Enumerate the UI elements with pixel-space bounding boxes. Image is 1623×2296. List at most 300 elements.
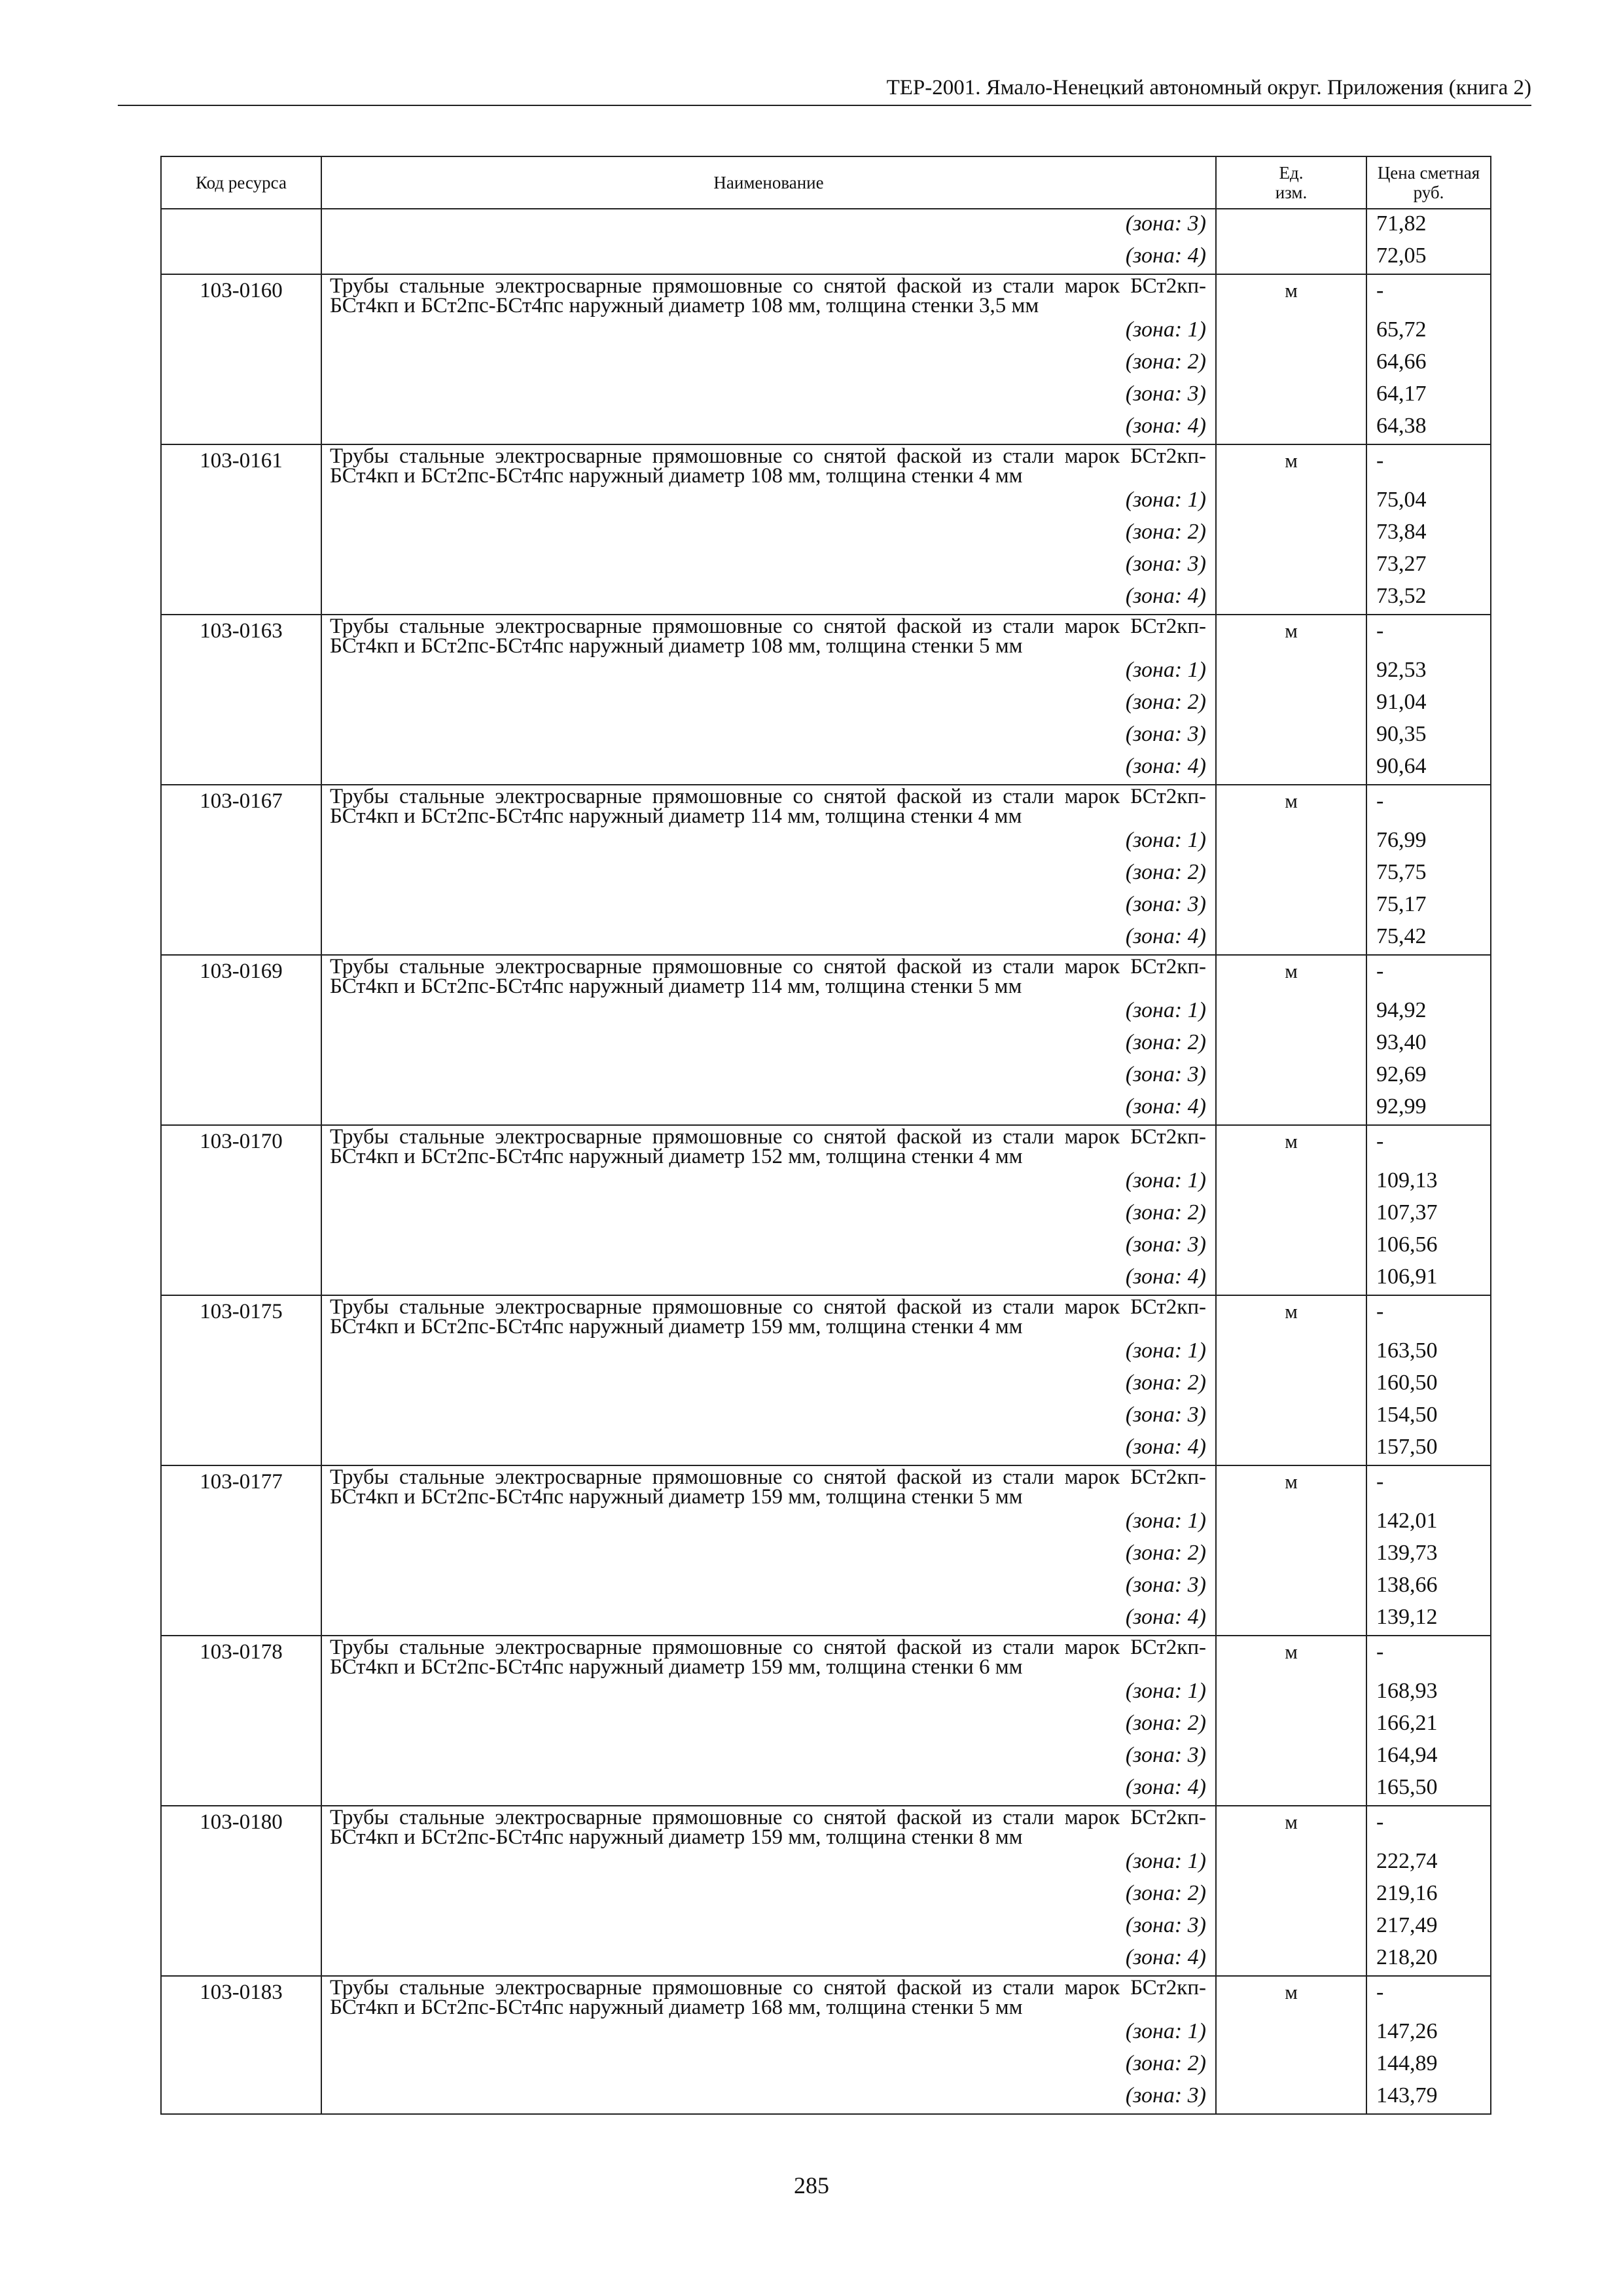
- unit-cell: [1216, 688, 1366, 720]
- zone-price: 73,27: [1366, 550, 1491, 582]
- resource-unit: м: [1216, 1465, 1366, 1507]
- zone-price-row: [161, 2017, 1491, 2049]
- unit-cell: [1216, 550, 1366, 582]
- column-header-code: Код ресурса: [161, 156, 321, 209]
- zone-label: (зона: 2): [321, 348, 1216, 380]
- unit-cell: [1216, 1263, 1366, 1295]
- resource-name-cell: [321, 1806, 1216, 1847]
- zone-price-row: [161, 348, 1491, 380]
- unit-cell: [1216, 242, 1366, 274]
- unit-cell: [1216, 1943, 1366, 1976]
- zone-label: (зона: 4): [321, 1943, 1216, 1976]
- zone-price: 147,26: [1366, 2017, 1491, 2049]
- resource-code-cell: [161, 1198, 321, 1230]
- resource-base-price: -: [1366, 1976, 1491, 2017]
- zone-label: (зона: 2): [321, 1709, 1216, 1741]
- zone-price: 73,52: [1366, 582, 1491, 615]
- unit-cell: [1216, 858, 1366, 890]
- unit-cell: [1216, 1773, 1366, 1806]
- zone-label: (зона: 2): [321, 1879, 1216, 1911]
- zone-price-row: [161, 1092, 1491, 1125]
- zone-price: 154,50: [1366, 1401, 1491, 1433]
- resource-code-cell: [161, 1571, 321, 1603]
- resource-code-cell: [161, 209, 321, 242]
- zone-label: (зона: 1): [321, 486, 1216, 518]
- resource-name-cell: [321, 955, 1216, 996]
- resource-code: 103-0180: [161, 1806, 321, 1847]
- resource-row: [161, 1976, 1491, 2017]
- unit-cell: [1216, 1741, 1366, 1773]
- zone-price-row: [161, 315, 1491, 348]
- zone-label: (зона: 3): [321, 1401, 1216, 1433]
- resource-code-cell: [161, 550, 321, 582]
- zone-label: (зона: 1): [321, 315, 1216, 348]
- resource-code-cell: [161, 1603, 321, 1636]
- zone-price: 72,05: [1366, 242, 1491, 274]
- zone-label: (зона: 2): [321, 518, 1216, 550]
- resource-name: Трубы стальные электросварные прямошовные со снятой фаской из стали марок БСт2кп-БСт4кп и БСт2пс-БСт4пс наружный диаметр 114 мм, толщина стенки 4 мм: [330, 785, 1206, 828]
- resource-unit: м: [1216, 955, 1366, 996]
- zone-label: (зона: 2): [321, 1539, 1216, 1571]
- resource-code-cell: [161, 688, 321, 720]
- zone-price: 64,66: [1366, 348, 1491, 380]
- zone-label: (зона: 2): [321, 1198, 1216, 1230]
- resource-unit: м: [1216, 1125, 1366, 1166]
- unit-cell: [1216, 1230, 1366, 1263]
- zone-price: 90,64: [1366, 752, 1491, 785]
- resource-unit: м: [1216, 1636, 1366, 1677]
- resource-row: [161, 1465, 1491, 1507]
- zone-price: 73,84: [1366, 518, 1491, 550]
- resource-row: [161, 955, 1491, 996]
- unit-cell: [1216, 1709, 1366, 1741]
- unit-cell: [1216, 656, 1366, 688]
- column-header-unit: Ед. изм.: [1216, 156, 1366, 209]
- zone-label: (зона: 3): [321, 1911, 1216, 1943]
- resource-base-price: -: [1366, 1295, 1491, 1336]
- zone-price-row: [161, 550, 1491, 582]
- resource-code-cell: [161, 922, 321, 955]
- zone-price: 168,93: [1366, 1677, 1491, 1709]
- resource-code-cell: [161, 1943, 321, 1976]
- zone-price-row: [161, 1166, 1491, 1198]
- resource-code-cell: [161, 380, 321, 412]
- resource-name-cell: [321, 444, 1216, 486]
- resource-code-cell: [161, 1741, 321, 1773]
- zone-price-row: [161, 1943, 1491, 1976]
- resource-code-cell: [161, 858, 321, 890]
- running-header: [118, 73, 1531, 106]
- zone-price: 222,74: [1366, 1847, 1491, 1879]
- zone-price: 139,73: [1366, 1539, 1491, 1571]
- resource-code-cell: [161, 315, 321, 348]
- zone-price: 92,69: [1366, 1060, 1491, 1092]
- zone-price-row: [161, 1879, 1491, 1911]
- resource-code-cell: [161, 1847, 321, 1879]
- zone-price: 92,99: [1366, 1092, 1491, 1125]
- zone-price-row: [161, 1539, 1491, 1571]
- resource-name-cell: [321, 1125, 1216, 1166]
- resource-name: Трубы стальные электросварные прямошовные со снятой фаской из стали марок БСт2кп-БСт4кп и БСт2пс-БСт4пс наружный диаметр 159 мм, толщина стенки 6 мм: [330, 1636, 1206, 1679]
- zone-label: (зона: 1): [321, 1336, 1216, 1369]
- unit-cell: [1216, 518, 1366, 550]
- resource-name-cell: [321, 1636, 1216, 1677]
- zone-price-row: [161, 582, 1491, 615]
- resource-code-cell: [161, 412, 321, 444]
- zone-label: (зона: 4): [321, 242, 1216, 274]
- zone-price-row: [161, 518, 1491, 550]
- resource-base-price: -: [1366, 274, 1491, 315]
- resource-code: 103-0170: [161, 1125, 321, 1166]
- resource-code: 103-0175: [161, 1295, 321, 1336]
- resource-code-cell: [161, 1911, 321, 1943]
- resource-base-price: -: [1366, 1125, 1491, 1166]
- zone-price-row: [161, 720, 1491, 752]
- unit-cell: [1216, 1677, 1366, 1709]
- zone-price-row: [161, 1028, 1491, 1060]
- zone-label: (зона: 4): [321, 1603, 1216, 1636]
- zone-label: (зона: 4): [321, 752, 1216, 785]
- resource-code-cell: [161, 2049, 321, 2081]
- resource-row: [161, 1125, 1491, 1166]
- resource-name: Трубы стальные электросварные прямошовные со снятой фаской из стали марок БСт2кп-БСт4кп и БСт2пс-БСт4пс наружный диаметр 168 мм, толщина стенки 5 мм: [330, 1976, 1206, 2019]
- resource-base-price: -: [1366, 1636, 1491, 1677]
- resource-name: Трубы стальные электросварные прямошовные со снятой фаской из стали марок БСт2кп-БСт4кп и БСт2пс-БСт4пс наружный диаметр 114 мм, толщина стенки 5 мм: [330, 955, 1206, 998]
- zone-label: (зона: 2): [321, 2049, 1216, 2081]
- resource-name: Трубы стальные электросварные прямошовные со снятой фаской из стали марок БСт2кп-БСт4кп и БСт2пс-БСт4пс наружный диаметр 108 мм, толщина стенки 4 мм: [330, 444, 1206, 488]
- zone-label: (зона: 1): [321, 996, 1216, 1028]
- resource-code-cell: [161, 1539, 321, 1571]
- zone-label: (зона: 3): [321, 1741, 1216, 1773]
- resource-code-cell: [161, 2017, 321, 2049]
- resource-code-cell: [161, 1507, 321, 1539]
- zone-price-row: [161, 209, 1491, 242]
- resource-base-price: -: [1366, 1465, 1491, 1507]
- resource-code-cell: [161, 1060, 321, 1092]
- resource-base-price: -: [1366, 615, 1491, 656]
- unit-cell: [1216, 1571, 1366, 1603]
- zone-price: 106,91: [1366, 1263, 1491, 1295]
- resource-code-cell: [161, 1230, 321, 1263]
- resource-code-cell: [161, 486, 321, 518]
- resource-name: Трубы стальные электросварные прямошовные со снятой фаской из стали марок БСт2кп-БСт4кп и БСт2пс-БСт4пс наружный диаметр 108 мм, толщина стенки 3,5 мм: [330, 274, 1206, 317]
- zone-price-row: [161, 1507, 1491, 1539]
- resource-price-table: [160, 156, 1491, 2115]
- unit-cell: [1216, 315, 1366, 348]
- unit-cell: [1216, 486, 1366, 518]
- resource-code-cell: [161, 890, 321, 922]
- zone-price: 166,21: [1366, 1709, 1491, 1741]
- zone-price: 219,16: [1366, 1879, 1491, 1911]
- zone-price-row: [161, 412, 1491, 444]
- resource-code-cell: [161, 656, 321, 688]
- zone-label: (зона: 3): [321, 1060, 1216, 1092]
- zone-price: 75,17: [1366, 890, 1491, 922]
- resource-code: 103-0161: [161, 444, 321, 486]
- resource-code-cell: [161, 1166, 321, 1198]
- unit-cell: [1216, 826, 1366, 858]
- resource-name: Трубы стальные электросварные прямошовные со снятой фаской из стали марок БСт2кп-БСт4кп и БСт2пс-БСт4пс наружный диаметр 159 мм, толщина стенки 8 мм: [330, 1806, 1206, 1849]
- zone-price-row: [161, 1773, 1491, 1806]
- zone-price-row: [161, 890, 1491, 922]
- zone-price-row: [161, 1433, 1491, 1465]
- zone-price-row: [161, 2049, 1491, 2081]
- zone-price-row: [161, 1230, 1491, 1263]
- zone-price-row: [161, 1198, 1491, 1230]
- resource-code-cell: [161, 752, 321, 785]
- resource-row: [161, 1636, 1491, 1677]
- unit-cell: [1216, 1092, 1366, 1125]
- resource-code-cell: [161, 2081, 321, 2114]
- zone-label: (зона: 3): [321, 2081, 1216, 2114]
- unit-cell: [1216, 890, 1366, 922]
- zone-label: (зона: 1): [321, 656, 1216, 688]
- zone-price: 138,66: [1366, 1571, 1491, 1603]
- unit-cell: [1216, 922, 1366, 955]
- resource-code: 103-0167: [161, 785, 321, 826]
- resource-code-cell: [161, 1336, 321, 1369]
- zone-price-row: [161, 996, 1491, 1028]
- zone-price: 76,99: [1366, 826, 1491, 858]
- resource-row: [161, 1295, 1491, 1336]
- zone-price: 107,37: [1366, 1198, 1491, 1230]
- resource-code-cell: [161, 1677, 321, 1709]
- zone-label: (зона: 4): [321, 922, 1216, 955]
- zone-price-row: [161, 1401, 1491, 1433]
- zone-price: 217,49: [1366, 1911, 1491, 1943]
- unit-cell: [1216, 1336, 1366, 1369]
- zone-label: (зона: 1): [321, 1847, 1216, 1879]
- resource-name-cell: [321, 1465, 1216, 1507]
- resource-name: Трубы стальные электросварные прямошовные со снятой фаской из стали марок БСт2кп-БСт4кп и БСт2пс-БСт4пс наружный диаметр 152 мм, толщина стенки 4 мм: [330, 1125, 1206, 1168]
- unit-cell: [1216, 1539, 1366, 1571]
- resource-code-cell: [161, 826, 321, 858]
- zone-price: 93,40: [1366, 1028, 1491, 1060]
- zone-price: 109,13: [1366, 1166, 1491, 1198]
- zone-price-row: [161, 1677, 1491, 1709]
- resource-base-price: -: [1366, 444, 1491, 486]
- zone-label: (зона: 4): [321, 1263, 1216, 1295]
- resource-code-cell: [161, 1092, 321, 1125]
- resource-code-cell: [161, 582, 321, 615]
- zone-price-row: [161, 1336, 1491, 1369]
- resource-unit: м: [1216, 785, 1366, 826]
- resource-code-cell: [161, 242, 321, 274]
- unit-cell: [1216, 412, 1366, 444]
- zone-label: (зона: 1): [321, 1677, 1216, 1709]
- resource-unit: м: [1216, 274, 1366, 315]
- unit-cell: [1216, 1879, 1366, 1911]
- table-body: [161, 209, 1491, 2114]
- resource-code-cell: [161, 1401, 321, 1433]
- unit-cell: [1216, 348, 1366, 380]
- unit-cell: [1216, 380, 1366, 412]
- zone-price: 75,42: [1366, 922, 1491, 955]
- unit-cell: [1216, 582, 1366, 615]
- zone-price-row: [161, 826, 1491, 858]
- running-header-title: ТЕР-2001. Ямало-Ненецкий автономный округ. Приложения (книга 2): [886, 76, 1531, 99]
- unit-cell: [1216, 1166, 1366, 1198]
- resource-row: [161, 274, 1491, 315]
- zone-price-row: [161, 1263, 1491, 1295]
- zone-price: 75,04: [1366, 486, 1491, 518]
- zone-price: 142,01: [1366, 1507, 1491, 1539]
- unit-cell: [1216, 1847, 1366, 1879]
- resource-row: [161, 1806, 1491, 1847]
- zone-price-row: [161, 1060, 1491, 1092]
- zone-label: (зона: 3): [321, 209, 1216, 242]
- zone-price: 92,53: [1366, 656, 1491, 688]
- resource-unit: м: [1216, 1976, 1366, 2017]
- zone-price: 160,50: [1366, 1369, 1491, 1401]
- zone-label: (зона: 2): [321, 688, 1216, 720]
- zone-price-row: [161, 1603, 1491, 1636]
- resource-code: 103-0183: [161, 1976, 321, 2017]
- unit-cell: [1216, 1060, 1366, 1092]
- zone-price-row: [161, 1369, 1491, 1401]
- unit-cell: [1216, 1507, 1366, 1539]
- resource-code: 103-0160: [161, 274, 321, 315]
- unit-cell: [1216, 2081, 1366, 2114]
- zone-label: (зона: 1): [321, 1166, 1216, 1198]
- column-header-price: Цена сметная руб.: [1366, 156, 1491, 209]
- zone-label: (зона: 1): [321, 826, 1216, 858]
- resource-code-cell: [161, 720, 321, 752]
- zone-label: (зона: 3): [321, 1571, 1216, 1603]
- resource-unit: м: [1216, 444, 1366, 486]
- zone-price: 94,92: [1366, 996, 1491, 1028]
- resource-base-price: -: [1366, 1806, 1491, 1847]
- column-header-name: Наименование: [321, 156, 1216, 209]
- zone-price-row: [161, 1741, 1491, 1773]
- zone-price: 157,50: [1366, 1433, 1491, 1465]
- resource-name-cell: [321, 1295, 1216, 1336]
- zone-price-row: [161, 1847, 1491, 1879]
- zone-label: (зона: 2): [321, 1028, 1216, 1060]
- zone-price: 90,35: [1366, 720, 1491, 752]
- zone-price: 164,94: [1366, 1741, 1491, 1773]
- zone-price-row: [161, 2081, 1491, 2114]
- zone-price-row: [161, 688, 1491, 720]
- zone-label: (зона: 4): [321, 1433, 1216, 1465]
- zone-price-row: [161, 1911, 1491, 1943]
- unit-cell: [1216, 996, 1366, 1028]
- zone-label: (зона: 4): [321, 412, 1216, 444]
- resource-code-cell: [161, 1773, 321, 1806]
- resource-name-cell: [321, 1976, 1216, 2017]
- resource-row: [161, 615, 1491, 656]
- zone-price-row: [161, 752, 1491, 785]
- resource-code: 103-0169: [161, 955, 321, 996]
- zone-price: 165,50: [1366, 1773, 1491, 1806]
- resource-code-cell: [161, 1879, 321, 1911]
- resource-name: Трубы стальные электросварные прямошовные со снятой фаской из стали марок БСт2кп-БСт4кп и БСт2пс-БСт4пс наружный диаметр 108 мм, толщина стенки 5 мм: [330, 615, 1206, 658]
- zone-price: 71,82: [1366, 209, 1491, 242]
- zone-price-row: [161, 922, 1491, 955]
- zone-label: (зона: 4): [321, 1773, 1216, 1806]
- resource-code-cell: [161, 1369, 321, 1401]
- zone-price-row: [161, 1709, 1491, 1741]
- zone-label: (зона: 3): [321, 720, 1216, 752]
- zone-price: 64,38: [1366, 412, 1491, 444]
- zone-label: (зона: 4): [321, 1092, 1216, 1125]
- zone-label: (зона: 4): [321, 582, 1216, 615]
- unit-cell: [1216, 209, 1366, 242]
- zone-price-row: [161, 486, 1491, 518]
- zone-price-row: [161, 656, 1491, 688]
- resource-code-cell: [161, 1709, 321, 1741]
- resource-code: 103-0178: [161, 1636, 321, 1677]
- resource-base-price: -: [1366, 785, 1491, 826]
- zone-price-row: [161, 242, 1491, 274]
- zone-price: 75,75: [1366, 858, 1491, 890]
- resource-unit: м: [1216, 615, 1366, 656]
- zone-price: 139,12: [1366, 1603, 1491, 1636]
- resource-name: Трубы стальные электросварные прямошовные со снятой фаской из стали марок БСт2кп-БСт4кп и БСт2пс-БСт4пс наружный диаметр 159 мм, толщина стенки 5 мм: [330, 1465, 1206, 1509]
- unit-cell: [1216, 1911, 1366, 1943]
- zone-label: (зона: 1): [321, 1507, 1216, 1539]
- zone-price: 91,04: [1366, 688, 1491, 720]
- unit-cell: [1216, 1028, 1366, 1060]
- table-header: [161, 156, 1491, 209]
- resource-code-cell: [161, 1028, 321, 1060]
- zone-price: 143,79: [1366, 2081, 1491, 2114]
- resource-code-cell: [161, 996, 321, 1028]
- zone-label: (зона: 2): [321, 858, 1216, 890]
- unit-cell: [1216, 1198, 1366, 1230]
- resource-row: [161, 785, 1491, 826]
- resource-code-cell: [161, 518, 321, 550]
- zone-label: (зона: 1): [321, 2017, 1216, 2049]
- page-number: 285: [794, 2172, 829, 2198]
- resource-name-cell: [321, 785, 1216, 826]
- zone-label: (зона: 3): [321, 380, 1216, 412]
- zone-price: 218,20: [1366, 1943, 1491, 1976]
- resource-code-cell: [161, 348, 321, 380]
- zone-label: (зона: 3): [321, 550, 1216, 582]
- resource-code-cell: [161, 1263, 321, 1295]
- resource-code: 103-0163: [161, 615, 321, 656]
- resource-code-cell: [161, 1433, 321, 1465]
- resource-unit: м: [1216, 1295, 1366, 1336]
- unit-cell: [1216, 752, 1366, 785]
- zone-label: (зона: 2): [321, 1369, 1216, 1401]
- zone-price-row: [161, 1571, 1491, 1603]
- resource-row: [161, 444, 1491, 486]
- unit-cell: [1216, 1433, 1366, 1465]
- unit-cell: [1216, 1401, 1366, 1433]
- resource-name: Трубы стальные электросварные прямошовные со снятой фаской из стали марок БСт2кп-БСт4кп и БСт2пс-БСт4пс наружный диаметр 159 мм, толщина стенки 4 мм: [330, 1295, 1206, 1338]
- unit-cell: [1216, 2017, 1366, 2049]
- zone-price: 64,17: [1366, 380, 1491, 412]
- unit-cell: [1216, 1369, 1366, 1401]
- zone-price: 163,50: [1366, 1336, 1491, 1369]
- resource-name-cell: [321, 615, 1216, 656]
- unit-cell: [1216, 1603, 1366, 1636]
- resource-base-price: -: [1366, 955, 1491, 996]
- zone-price-row: [161, 858, 1491, 890]
- zone-label: (зона: 3): [321, 1230, 1216, 1263]
- zone-price: 106,56: [1366, 1230, 1491, 1263]
- resource-code: 103-0177: [161, 1465, 321, 1507]
- resource-unit: м: [1216, 1806, 1366, 1847]
- unit-cell: [1216, 2049, 1366, 2081]
- unit-cell: [1216, 720, 1366, 752]
- zone-price: 144,89: [1366, 2049, 1491, 2081]
- zone-price: 65,72: [1366, 315, 1491, 348]
- resource-name-cell: [321, 274, 1216, 315]
- zone-label: (зона: 3): [321, 890, 1216, 922]
